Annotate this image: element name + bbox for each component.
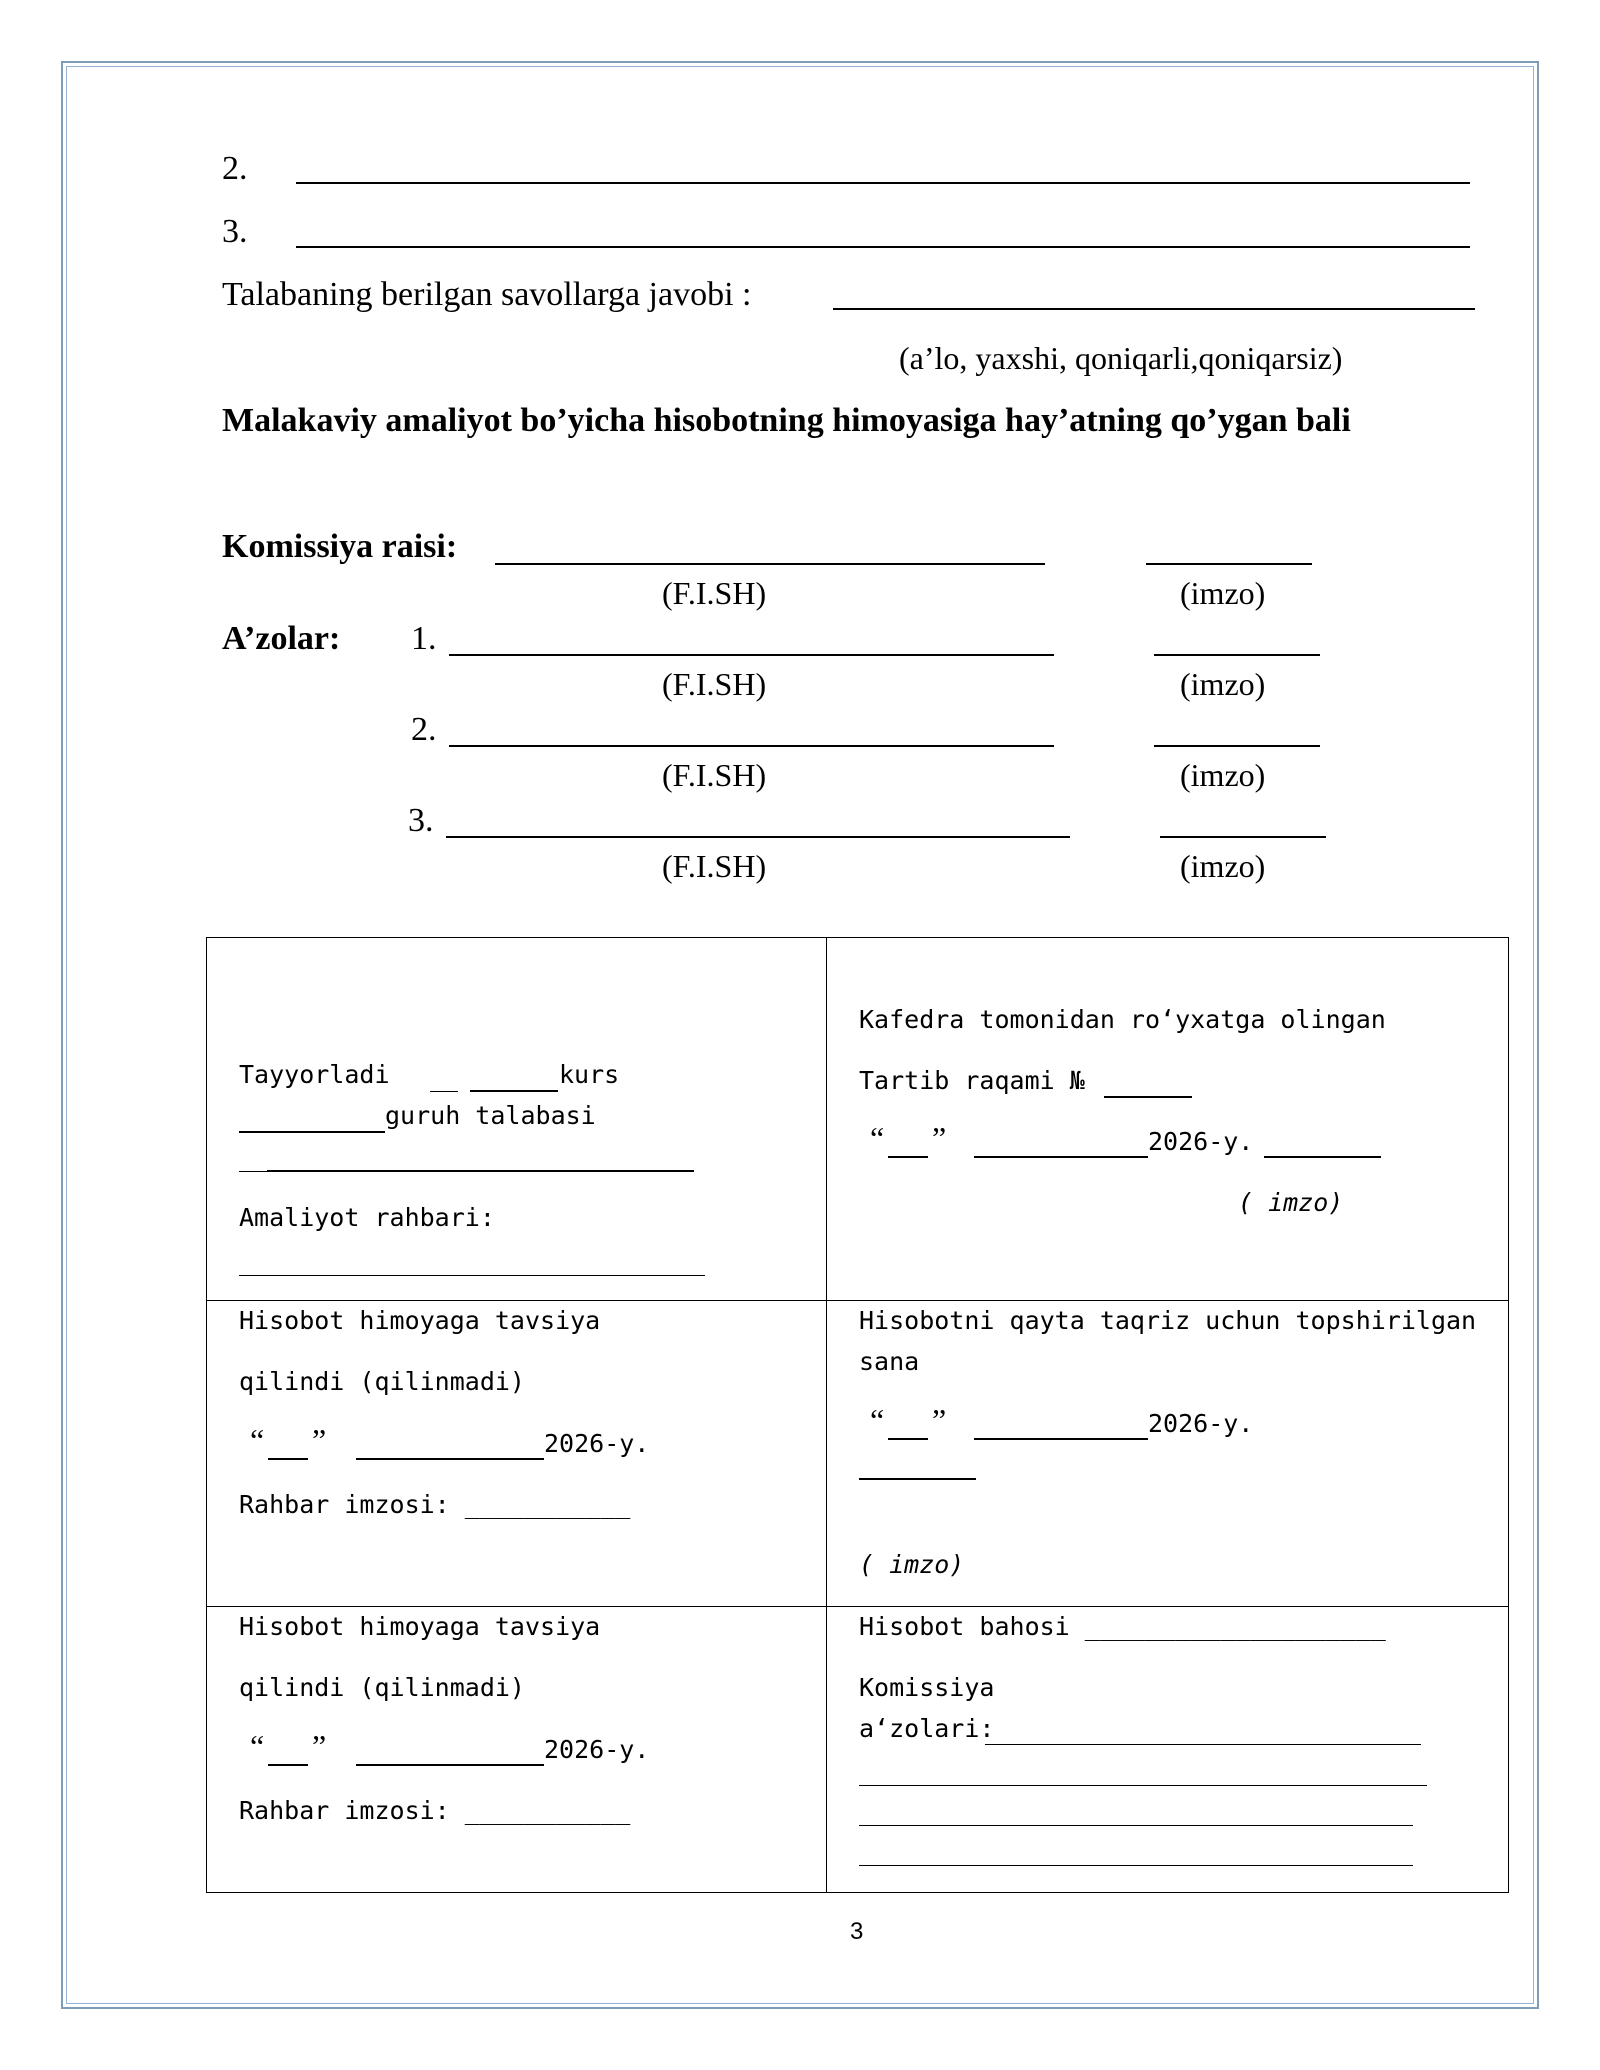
order-number-label: Tartib raqami №	[859, 1066, 1085, 1095]
question-2-number: 2.	[222, 150, 248, 187]
registration-table	[206, 937, 1509, 1893]
r2c2-day-blank[interactable]	[888, 1438, 928, 1440]
member-3-name-caption: (F.I.SH)	[662, 848, 767, 884]
member-3-sign-caption: (imzo)	[1180, 848, 1266, 884]
r1-year: 2026-y.	[1148, 1127, 1254, 1156]
report-grade: Hisobot bahosi ____________________	[859, 1612, 1386, 1641]
r3-quote-open: “	[250, 1728, 265, 1764]
course-blank[interactable]	[470, 1090, 558, 1092]
r3-quote-close: ”	[312, 1728, 327, 1764]
commission-members-label: a‘zolari:	[859, 1714, 995, 1743]
order-number-blank[interactable]	[1104, 1096, 1192, 1098]
chair-sign-caption: (imzo)	[1180, 575, 1266, 611]
r2-supervisor-sign: Rahbar imzosi: ___________	[239, 1490, 631, 1519]
resubmit-line1: Hisobotni qayta taqriz uchun topshirilgan	[859, 1306, 1477, 1335]
course-label: kurs	[559, 1060, 620, 1089]
member-1-sign-line[interactable]	[1154, 654, 1320, 656]
member-2-sign-caption: (imzo)	[1180, 757, 1266, 793]
chair-name-line[interactable]	[495, 563, 1045, 565]
chair-sign-line[interactable]	[1146, 563, 1312, 565]
r2c2-sign-blank[interactable]	[859, 1478, 976, 1480]
table-row-divider-2	[206, 1606, 1509, 1607]
r2-quote-open: “	[250, 1422, 265, 1458]
commission-member-line-2[interactable]	[859, 1785, 1427, 1786]
member-3-name-line[interactable]	[446, 836, 1070, 838]
answer-line[interactable]	[833, 308, 1475, 310]
r2-recommend-line2: qilindi (qilinmadi)	[239, 1367, 525, 1396]
r2-month-blank[interactable]	[356, 1458, 544, 1460]
member-1-name-caption: (F.I.SH)	[662, 666, 767, 702]
page-number: 3	[850, 1918, 864, 1945]
prepared-label: Tayyorladi	[239, 1060, 390, 1089]
commission-member-line-4[interactable]	[859, 1865, 1413, 1866]
table-row-divider-1	[206, 1300, 1509, 1301]
answer-label: Talabaning berilgan savollarga javobi :	[222, 276, 752, 313]
r2c2-year: 2026-y.	[1148, 1409, 1254, 1438]
r2-quote-close: ”	[312, 1422, 327, 1458]
r2c2-sign-caption: ( imzo)	[859, 1550, 965, 1579]
member-2-number: 2.	[411, 711, 437, 748]
commission-member-line-3[interactable]	[859, 1825, 1413, 1826]
r2c2-quote-close: ”	[932, 1402, 947, 1438]
member-1-sign-caption: (imzo)	[1180, 666, 1266, 702]
section-heading: Malakaviy amaliyot bo’yicha hisobotning himoyasiga hay’atning qo’ygan bali	[222, 402, 1351, 439]
registered-label: Kafedra tomonidan ro‘yxatga olingan	[859, 1005, 1386, 1034]
commission-member-line-1[interactable]	[985, 1744, 1421, 1745]
r1-quote-open: “	[870, 1120, 885, 1156]
r1-sign-caption: ( imzo)	[1238, 1188, 1344, 1217]
question-3-line[interactable]	[296, 246, 1470, 248]
members-label: A’zolar:	[222, 620, 341, 657]
member-2-sign-line[interactable]	[1154, 745, 1320, 747]
member-2-name-line[interactable]	[449, 745, 1054, 747]
table-column-divider	[826, 937, 827, 1893]
group-blank[interactable]	[239, 1131, 385, 1133]
r2c2-month-blank[interactable]	[974, 1438, 1148, 1440]
r1-day-blank[interactable]	[888, 1156, 928, 1158]
r3-year: 2026-y.	[544, 1735, 650, 1764]
commission-label: Komissiya	[859, 1673, 995, 1702]
chair-name-caption: (F.I.SH)	[662, 575, 767, 611]
r1-month-blank[interactable]	[974, 1156, 1148, 1158]
r1-quote-close: ”	[932, 1120, 947, 1156]
resubmit-line2: sana	[859, 1347, 920, 1376]
question-2-line[interactable]	[296, 182, 1470, 184]
r3-recommend-line1: Hisobot himoyaga tavsiya	[239, 1612, 601, 1641]
member-1-name-line[interactable]	[449, 654, 1054, 656]
member-3-number: 3.	[408, 802, 434, 839]
member-2-name-caption: (F.I.SH)	[662, 757, 767, 793]
course-blank-thin[interactable]	[430, 1091, 458, 1092]
r2c2-quote-open: “	[870, 1402, 885, 1438]
r2-year: 2026-y.	[544, 1429, 650, 1458]
question-3-number: 3.	[222, 213, 248, 250]
r2-recommend-line1: Hisobot himoyaga tavsiya	[239, 1306, 601, 1335]
student-name-line[interactable]	[267, 1170, 694, 1172]
member-1-number: 1.	[411, 620, 437, 657]
group-label: guruh talabasi	[385, 1101, 596, 1130]
r3-month-blank[interactable]	[356, 1764, 544, 1766]
r3-day-blank[interactable]	[268, 1764, 308, 1766]
chair-label: Komissiya raisi:	[222, 528, 458, 565]
r3-supervisor-sign: Rahbar imzosi: ___________	[239, 1796, 631, 1825]
r2-day-blank[interactable]	[268, 1458, 308, 1460]
supervisor-line[interactable]	[239, 1275, 705, 1276]
member-3-sign-line[interactable]	[1160, 836, 1326, 838]
grade-options: (a’lo, yaxshi, qoniqarli,qoniqarsiz)	[899, 340, 1343, 376]
student-name-line-thin[interactable]	[239, 1171, 267, 1172]
r1-sign-blank[interactable]	[1264, 1156, 1381, 1158]
supervisor-label: Amaliyot rahbari:	[239, 1203, 495, 1232]
r3-recommend-line2: qilindi (qilinmadi)	[239, 1673, 525, 1702]
